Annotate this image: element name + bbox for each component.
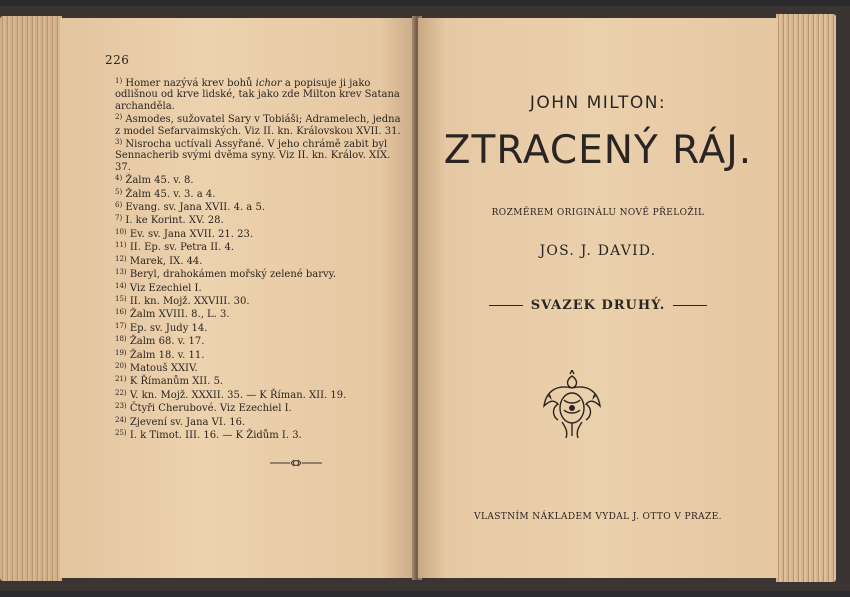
footnote-text: II. Ep. sv. Petra II. 4. <box>129 242 235 254</box>
book-title: ZTRACENÝ RÁJ. <box>443 128 753 173</box>
footnote-text: Žalm XVIII. 8., L. 3. <box>129 309 230 321</box>
footnote <box>115 401 405 414</box>
footnote-text: Ev. sv. Jana XVII. 21. 23. <box>129 228 254 240</box>
publisher-imprint: VLASTNÍM NÁKLADEM VYDAL J. OTTO V PRAZE. <box>474 512 722 522</box>
footnote-text: Homer nazývá krev bohů <box>125 78 256 89</box>
footnote-number: 6) <box>115 201 123 210</box>
publisher-emblem-icon <box>540 370 604 440</box>
footnote <box>115 187 405 200</box>
footnote <box>115 294 405 307</box>
footnote <box>115 267 405 280</box>
footnote-text: Nisrocha uctívali Assyřané. V jeho chrámě zabit byl Sennacherib svými dvěma syny. Viz II. kn. Králov. XIX. 37. <box>115 139 391 173</box>
footnote-number: 5) <box>115 187 123 196</box>
footnote-number: 24) <box>115 415 127 424</box>
footnote-number: 2) <box>115 113 123 122</box>
footnote-number: 23) <box>115 402 127 411</box>
footnote-text-continued: a popisuje ji jako odlišnou od krve lidské, tak jako zde Milton krev Satana archanděla. <box>115 78 400 112</box>
footnote <box>115 321 405 334</box>
footnote-number: 10) <box>115 227 127 236</box>
footnote <box>115 307 405 320</box>
footnote-text: Matouš XXIV. <box>129 362 198 374</box>
footnote <box>115 227 405 240</box>
footnote-text: Viz Ezechiel I. <box>129 282 202 294</box>
footnote-text: Žalm 45. v. 8. <box>125 175 194 187</box>
footnote-number: 11) <box>115 241 127 250</box>
title-page <box>418 18 778 578</box>
dash-left <box>489 305 523 306</box>
footnote <box>115 112 405 137</box>
footnote-number: 25) <box>115 428 127 437</box>
footnote-text: Zjevení sv. Jana VI. 16. <box>129 416 246 428</box>
footnote <box>115 415 405 428</box>
author-name: JOHN MILTON: <box>529 93 667 113</box>
footnote-text: Asmodes, sužovatel Sary v Tobiáši; Adramelech, jedna z model Sefarvaimských. Viz II. kn. Královskou XVII. 31. <box>115 114 401 137</box>
footnote-text: Beryl, drahokámen mořský zelené barvy. <box>129 269 337 281</box>
footnote-number: 1) <box>115 77 123 85</box>
volume-line <box>418 298 778 313</box>
translation-note: ROZMĚREM ORIGINÁLU NOVĚ PŘELOŽIL <box>491 208 705 218</box>
footnote-text: K Římanům XII. 5. <box>129 376 224 388</box>
dash-right <box>673 305 707 306</box>
footnote <box>115 200 405 213</box>
footnote-number: 13) <box>115 268 127 277</box>
footnote <box>115 374 405 387</box>
footnote-text: Ep. sv. Judy 14. <box>129 322 208 334</box>
footnote-italic-term: ichor <box>255 78 282 89</box>
footnote-number: 14) <box>115 281 127 290</box>
footnotes-list <box>115 76 405 441</box>
footnote <box>115 213 405 226</box>
footnote-number: 3) <box>115 138 123 147</box>
footnote <box>115 254 405 267</box>
footnote <box>115 388 405 401</box>
footnote-number: 21) <box>115 375 127 384</box>
footnote-text: Čtyři Cherubové. Viz Ezechiel I. <box>129 403 292 415</box>
footnote <box>115 334 405 347</box>
page-edges-right <box>776 14 836 582</box>
footnote <box>115 281 405 294</box>
footnote-text: V. kn. Mojž. XXXII. 35. — K Říman. XII. 19. <box>129 389 347 401</box>
page-edges-left <box>0 16 62 581</box>
footnote-text: Žalm 68. v. 17. <box>129 336 205 348</box>
divider-ornament-icon <box>270 458 322 471</box>
footnote-text: Evang. sv. Jana XVII. 4. a 5. <box>125 202 265 214</box>
footnote-text: II. kn. Mojž. XXVIII. 30. <box>129 295 250 307</box>
footnote-text: I. k Timot. III. 16. — K Židům I. 3. <box>129 429 302 441</box>
open-book <box>0 6 850 591</box>
footnote <box>115 173 405 186</box>
footnote-number: 19) <box>115 348 127 357</box>
volume-label: SVAZEK DRUHÝ. <box>530 298 666 313</box>
footnote <box>115 361 405 374</box>
footnote-text: Žalm 45. v. 3. a 4. <box>125 188 216 200</box>
footnote-text: I. ke Korint. XV. 28. <box>125 215 224 227</box>
footnote <box>115 348 405 361</box>
footnote-text: Marek, IX. 44. <box>129 255 203 267</box>
page-number: 226 <box>105 53 130 67</box>
footnote-number: 20) <box>115 361 127 370</box>
footnote-number: 16) <box>115 308 127 317</box>
footnote <box>115 240 405 253</box>
translator-name: JOS. J. DAVID. <box>539 243 657 259</box>
footnote-number: 15) <box>115 294 127 303</box>
footnote-text: Žalm 18. v. 11. <box>129 349 205 361</box>
footnote <box>115 76 405 112</box>
footnote <box>115 428 405 441</box>
footnote-number: 18) <box>115 335 127 344</box>
footnote-number: 4) <box>115 174 123 183</box>
left-page <box>60 18 416 578</box>
footnote-number: 12) <box>115 254 127 263</box>
footnote-number: 22) <box>115 388 127 397</box>
footnote-number: 7) <box>115 214 123 223</box>
footnote-number: 17) <box>115 321 127 330</box>
footnote <box>115 137 405 173</box>
